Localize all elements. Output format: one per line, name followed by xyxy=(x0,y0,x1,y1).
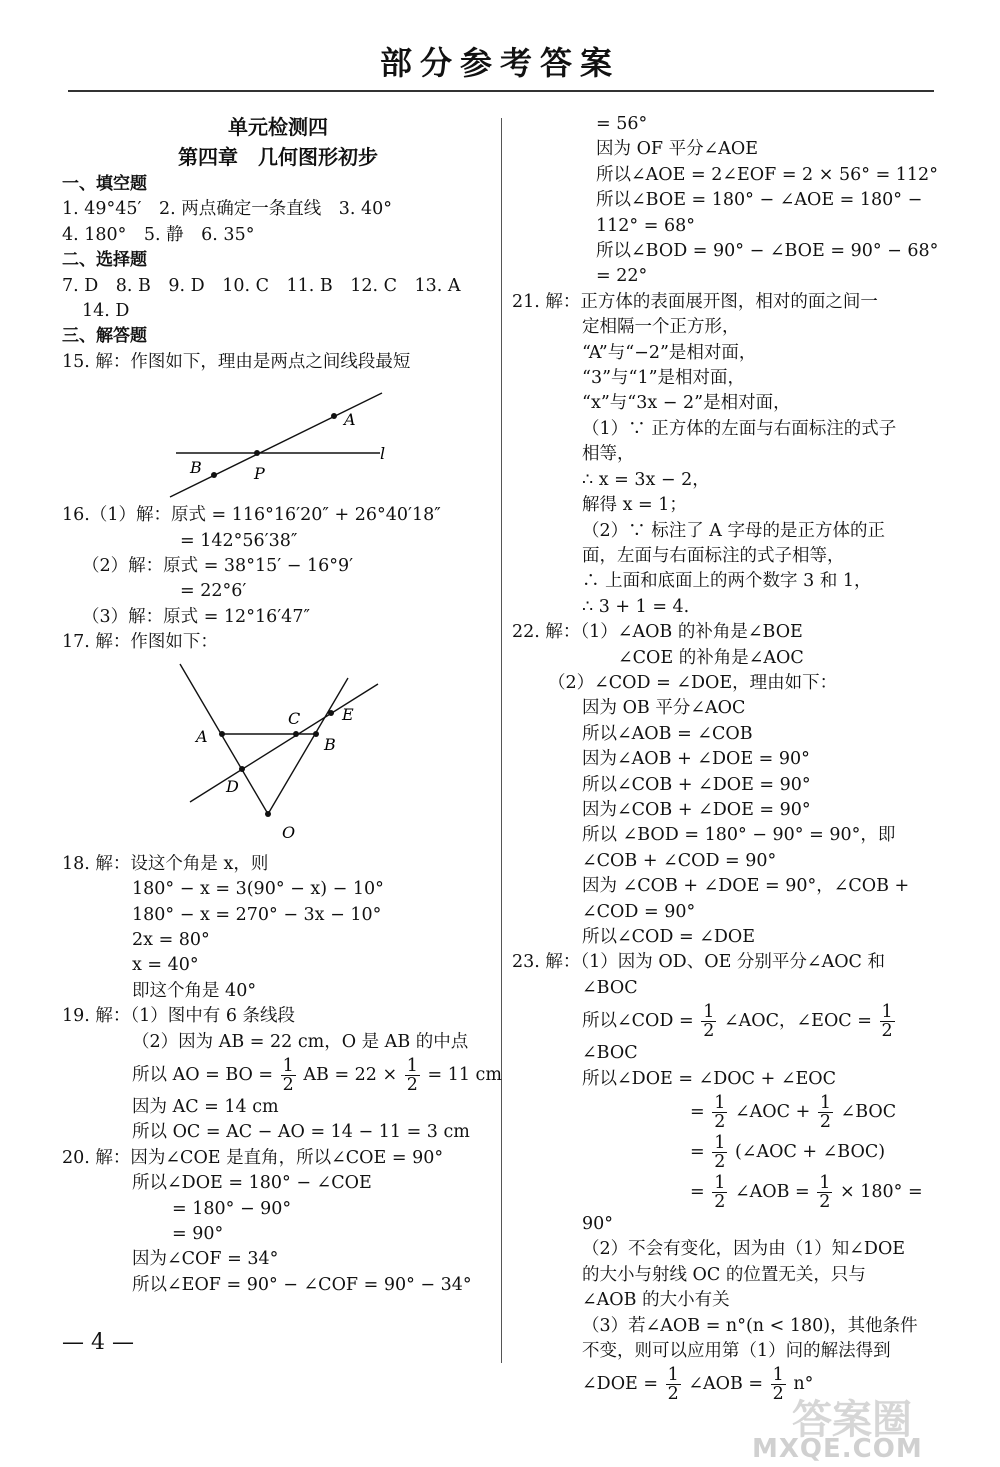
q15-figure xyxy=(62,375,494,503)
q17-point-b xyxy=(313,731,319,737)
fill-answers-2: 4. 180° 5. 静 6. 35° xyxy=(62,224,255,245)
q20-cont-5: 112° = 68° xyxy=(596,215,695,236)
q17-label-c: C xyxy=(288,708,301,728)
page-number: — 4 — xyxy=(62,1330,134,1355)
q15-label-l: l xyxy=(380,444,386,464)
q19-step-fraction xyxy=(62,1055,502,1095)
section-choice-heading: 二、选择题 xyxy=(62,250,147,271)
q17-label-a: A xyxy=(196,726,208,746)
fraction-numerator: 1 xyxy=(819,1092,831,1113)
q23-line-13: 不变，则可以应用第（1）问的解法得到 xyxy=(582,1341,891,1362)
q21-line-2: “A”与“−2”是相对面， xyxy=(582,342,757,363)
page-header: 部分参考答案 xyxy=(379,44,620,82)
q23-line-10: 的大小与射线 OC 的位置无关，只与 xyxy=(582,1264,866,1285)
q22-line-8: 所以 ∠BOD = 180° − 90° = 90°，即 xyxy=(582,825,896,846)
q22-line-1: ∠COE 的补角是∠AOC xyxy=(618,647,804,668)
fraction-half xyxy=(712,1134,727,1172)
left-column xyxy=(62,112,502,1298)
fraction-denominator: 2 xyxy=(881,1021,893,1042)
q23-n-degrees: n° xyxy=(793,1374,814,1395)
q15-point-p xyxy=(254,450,260,456)
q23-line-8: 90° xyxy=(582,1214,614,1235)
q21-line-3: “3”与“1”是相对面， xyxy=(582,368,746,389)
q23-cod-label: 所以∠COD = xyxy=(582,1011,694,1032)
column-divider xyxy=(501,118,502,1363)
q15-label-b: B xyxy=(190,458,202,478)
q23-line-4: 所以∠DOE = ∠DOC + ∠EOC xyxy=(582,1068,836,1089)
q18-step-4: x = 40° xyxy=(132,955,199,976)
q21-line-1: 定相隔一个正方形， xyxy=(582,317,740,338)
q22-line-11: ∠COD = 90° xyxy=(582,901,696,922)
q21-line-12: ∴ 3 + 1 = 4. xyxy=(582,596,690,617)
chapter-title: 第四章 几何图形初步 xyxy=(178,145,378,169)
q17-ray-oa xyxy=(180,664,268,814)
q22-line-5: 因为∠AOB + ∠DOE = 90° xyxy=(582,749,810,770)
q20-step-1: 所以∠DOE = 180° − ∠COE xyxy=(132,1173,372,1194)
q15-label-a: A xyxy=(344,410,356,430)
fraction-half xyxy=(405,1057,420,1095)
q20-step-3: = 90° xyxy=(172,1223,224,1244)
fraction-numerator: 1 xyxy=(772,1365,784,1386)
equals-sign: = xyxy=(690,1182,705,1203)
fraction-denominator: 2 xyxy=(667,1384,679,1405)
q22-line-9: ∠COB + ∠COD = 90° xyxy=(582,850,777,871)
q20-cont-1: = 56° xyxy=(596,114,648,134)
q18-text: 18. 解：设这个角是 x，则 xyxy=(62,853,269,874)
q17-point-a xyxy=(219,731,225,737)
fraction-half xyxy=(281,1057,296,1095)
choice-answers-1: 7. D 8. B 9. D 10. C 11. B 12. C 13. A xyxy=(62,275,461,296)
q20-cont-7: = 22° xyxy=(596,266,648,287)
fraction-numerator: 1 xyxy=(703,1001,715,1022)
equals-sign: = xyxy=(690,1142,705,1163)
q18-step-2: 180° − x = 270° − 3x − 10° xyxy=(132,904,382,925)
q22-line-7: 因为∠COB + ∠DOE = 90° xyxy=(582,799,811,820)
q19-step-oc: 所以 OC = AC − AO = 14 − 11 = 3 cm xyxy=(132,1122,470,1143)
q15-text: 15. 解：作图如下，理由是两点之间线段最短 xyxy=(62,351,411,372)
fraction-denominator: 2 xyxy=(282,1074,294,1095)
q17-point-o xyxy=(265,811,271,817)
q21-line-7: ∴ x = 3x − 2， xyxy=(582,469,710,490)
fraction-numerator: 1 xyxy=(714,1092,726,1113)
q22-line-4: 所以∠AOB = ∠COB xyxy=(582,723,753,744)
watermark-logo-text: 答案圈 xyxy=(792,1397,912,1443)
q17-point-d xyxy=(239,766,245,772)
q17-text: 17. 解：作图如下： xyxy=(62,632,218,653)
q16-part3: （3）解：原式 = 12°16′47″ xyxy=(82,606,310,627)
q23-line-5 xyxy=(512,1092,944,1132)
section-solve-heading: 三、解答题 xyxy=(62,326,147,347)
q16-part2: （2）解：原式 = 38°15′ − 16°9′ xyxy=(82,556,354,577)
q21-line-11: ∴ 上面和底面上的两个数字 3 和 1， xyxy=(582,571,872,592)
fill-answers-1: 1. 49°45′ 2. 两点确定一条直线 3. 40° xyxy=(62,199,393,220)
q20-step-5: 所以∠EOF = 90° − ∠COF = 90° − 34° xyxy=(132,1274,472,1295)
q15-line-ab xyxy=(170,393,382,497)
fraction-numerator: 1 xyxy=(714,1132,726,1153)
equals-sign: = xyxy=(690,1102,705,1123)
section-fill-heading: 一、填空题 xyxy=(62,174,147,194)
q17-figure xyxy=(62,656,494,852)
q23-aoc-term: ∠AOC + xyxy=(734,1102,811,1123)
q17-point-c xyxy=(293,731,299,737)
fraction-numerator: 1 xyxy=(881,1001,893,1022)
q20-cont-4: 所以∠BOE = 180° − ∠AOE = 180° − xyxy=(596,190,923,211)
q20-step-4: 因为∠COF = 34° xyxy=(132,1249,279,1270)
q19-text: 19. 解：（1）图中有 6 条线段 xyxy=(62,1006,296,1027)
q17-label-o: O xyxy=(282,822,296,842)
q18-step-3: 2x = 80° xyxy=(132,929,210,950)
q21-line-6: 相等， xyxy=(582,444,635,465)
q22-line-12: 所以∠COD = ∠DOE xyxy=(582,927,756,947)
q23-180-term: × 180° = xyxy=(840,1182,923,1203)
q23-aob-final: ∠AOB = xyxy=(688,1374,764,1395)
q22-line-2: （2）∠COD = ∠DOE，理由如下： xyxy=(548,672,838,693)
watermark-site-text: MXQE.COM xyxy=(752,1434,923,1464)
fraction-numerator: 1 xyxy=(282,1055,294,1076)
q20-cont-2: 因为 OF 平分∠AOE xyxy=(596,139,759,160)
q19-fraction-suffix: = 11 cm xyxy=(427,1064,502,1085)
q15-label-p: P xyxy=(254,464,265,484)
q22-line-6: 所以∠COB + ∠DOE = 90° xyxy=(582,774,811,795)
q22-line-3: 因为 OB 平分∠AOC xyxy=(582,698,746,719)
q20-text: 20. 解：因为∠COE 是直角，所以∠COE = 90° xyxy=(62,1147,444,1168)
q17-label-b: B xyxy=(324,734,336,754)
fraction-half xyxy=(701,1003,716,1041)
q20-cont-3: 所以∠AOE = 2∠EOF = 2 × 56° = 112° xyxy=(596,164,938,185)
q16-part1-result: = 142°56′38″ xyxy=(180,530,298,551)
fraction-denominator: 2 xyxy=(819,1192,831,1213)
q21-line-8: 解得 x = 1； xyxy=(582,495,687,516)
q18-step-1: 180° − x = 3(90° − x) − 10° xyxy=(132,879,384,900)
q23-line-9: （2）不会有变化，因为由（1）知∠DOE xyxy=(582,1239,906,1260)
fraction-half xyxy=(818,1094,833,1132)
q21-line-4: “x”与“3x − 2”是相对面， xyxy=(582,393,791,414)
fraction-half xyxy=(666,1366,681,1404)
q19-fraction-prefix: 所以 AO = BO = xyxy=(132,1064,274,1085)
q17-line-de xyxy=(190,684,378,802)
right-column xyxy=(512,112,944,1404)
q19-fraction-middle: AB = 22 × xyxy=(303,1064,398,1085)
q23-line-1: ∠BOC xyxy=(582,977,638,998)
choice-answers-2: 14. D xyxy=(82,301,130,322)
fraction-numerator: 1 xyxy=(819,1172,831,1193)
header-rule xyxy=(68,90,934,92)
q22-line-10: 因为 ∠COB + ∠DOE = 90°，∠COB + xyxy=(582,876,910,897)
q23-doe-label: ∠DOE = xyxy=(582,1374,659,1395)
fraction-half xyxy=(712,1094,727,1132)
q16-part1: 16.（1）解：原式 = 116°16′20″ + 26°40′18″ xyxy=(62,505,441,526)
fraction-half xyxy=(817,1174,832,1212)
fraction-denominator: 2 xyxy=(714,1152,726,1173)
fraction-denominator: 2 xyxy=(819,1112,831,1133)
q21-text: 21. 解：正方体的表面展开图，相对的面之间一 xyxy=(512,291,878,312)
fraction-denominator: 2 xyxy=(406,1074,418,1095)
q21-line-10: 面，左面与右面标注的式子相等， xyxy=(582,545,845,566)
q23-line-2 xyxy=(512,1001,944,1041)
q21-line-9: （2）∵ 标注了 A 字母的是正方体的正 xyxy=(582,520,885,541)
fraction-half xyxy=(880,1003,895,1041)
q23-line-11: ∠AOB 的大小有关 xyxy=(582,1290,730,1311)
q22-text: 22. 解：（1）∠AOB 的补角是∠BOE xyxy=(512,622,803,643)
fraction-denominator: 2 xyxy=(714,1112,726,1133)
q23-text: 23. 解：（1）因为 OD、OE 分别平分∠AOC 和 xyxy=(512,952,886,973)
q23-eoc-label: ∠AOC，∠EOC = xyxy=(723,1011,872,1032)
q20-step-2: = 180° − 90° xyxy=(172,1198,292,1219)
q23-line-12: （3）若∠AOB = n°(n < 180)，其他条件 xyxy=(582,1315,918,1336)
q15-point-b xyxy=(211,472,217,478)
q18-conclusion: 即这个角是 40° xyxy=(132,980,257,1001)
q21-line-5: （1）∵ 正方体的左面与右面标注的式子 xyxy=(582,418,897,439)
q19-part2: （2）因为 AB = 22 cm，O 是 AB 的中点 xyxy=(132,1031,469,1052)
fraction-numerator: 1 xyxy=(667,1365,679,1386)
fraction-numerator: 1 xyxy=(714,1172,726,1193)
fraction-denominator: 2 xyxy=(714,1192,726,1213)
fraction-numerator: 1 xyxy=(406,1055,418,1076)
fraction-denominator: 2 xyxy=(703,1021,715,1042)
fraction-half xyxy=(712,1174,727,1212)
watermark xyxy=(752,1388,982,1464)
q23-line-7 xyxy=(512,1172,944,1212)
q15-point-a xyxy=(331,413,337,419)
q17-point-e xyxy=(328,710,334,716)
q20-cont-6: 所以∠BOD = 90° − ∠BOE = 90° − 68° xyxy=(596,241,939,262)
q23-line-6 xyxy=(512,1132,944,1172)
q23-boc-term: ∠BOC xyxy=(840,1102,897,1123)
q17-label-e: E xyxy=(342,704,354,724)
q23-sum-term: (∠AOC + ∠BOC) xyxy=(734,1142,886,1163)
q23-line-3: ∠BOC xyxy=(582,1043,638,1064)
unit-title: 单元检测四 xyxy=(228,115,328,139)
q17-label-d: D xyxy=(226,776,239,796)
fraction-denominator: 2 xyxy=(772,1384,784,1405)
q19-step-ac: 因为 AC = 14 cm xyxy=(132,1096,279,1117)
q16-part2-result: = 22°6′ xyxy=(180,581,247,602)
q23-aob-term: ∠AOB = xyxy=(734,1182,810,1203)
